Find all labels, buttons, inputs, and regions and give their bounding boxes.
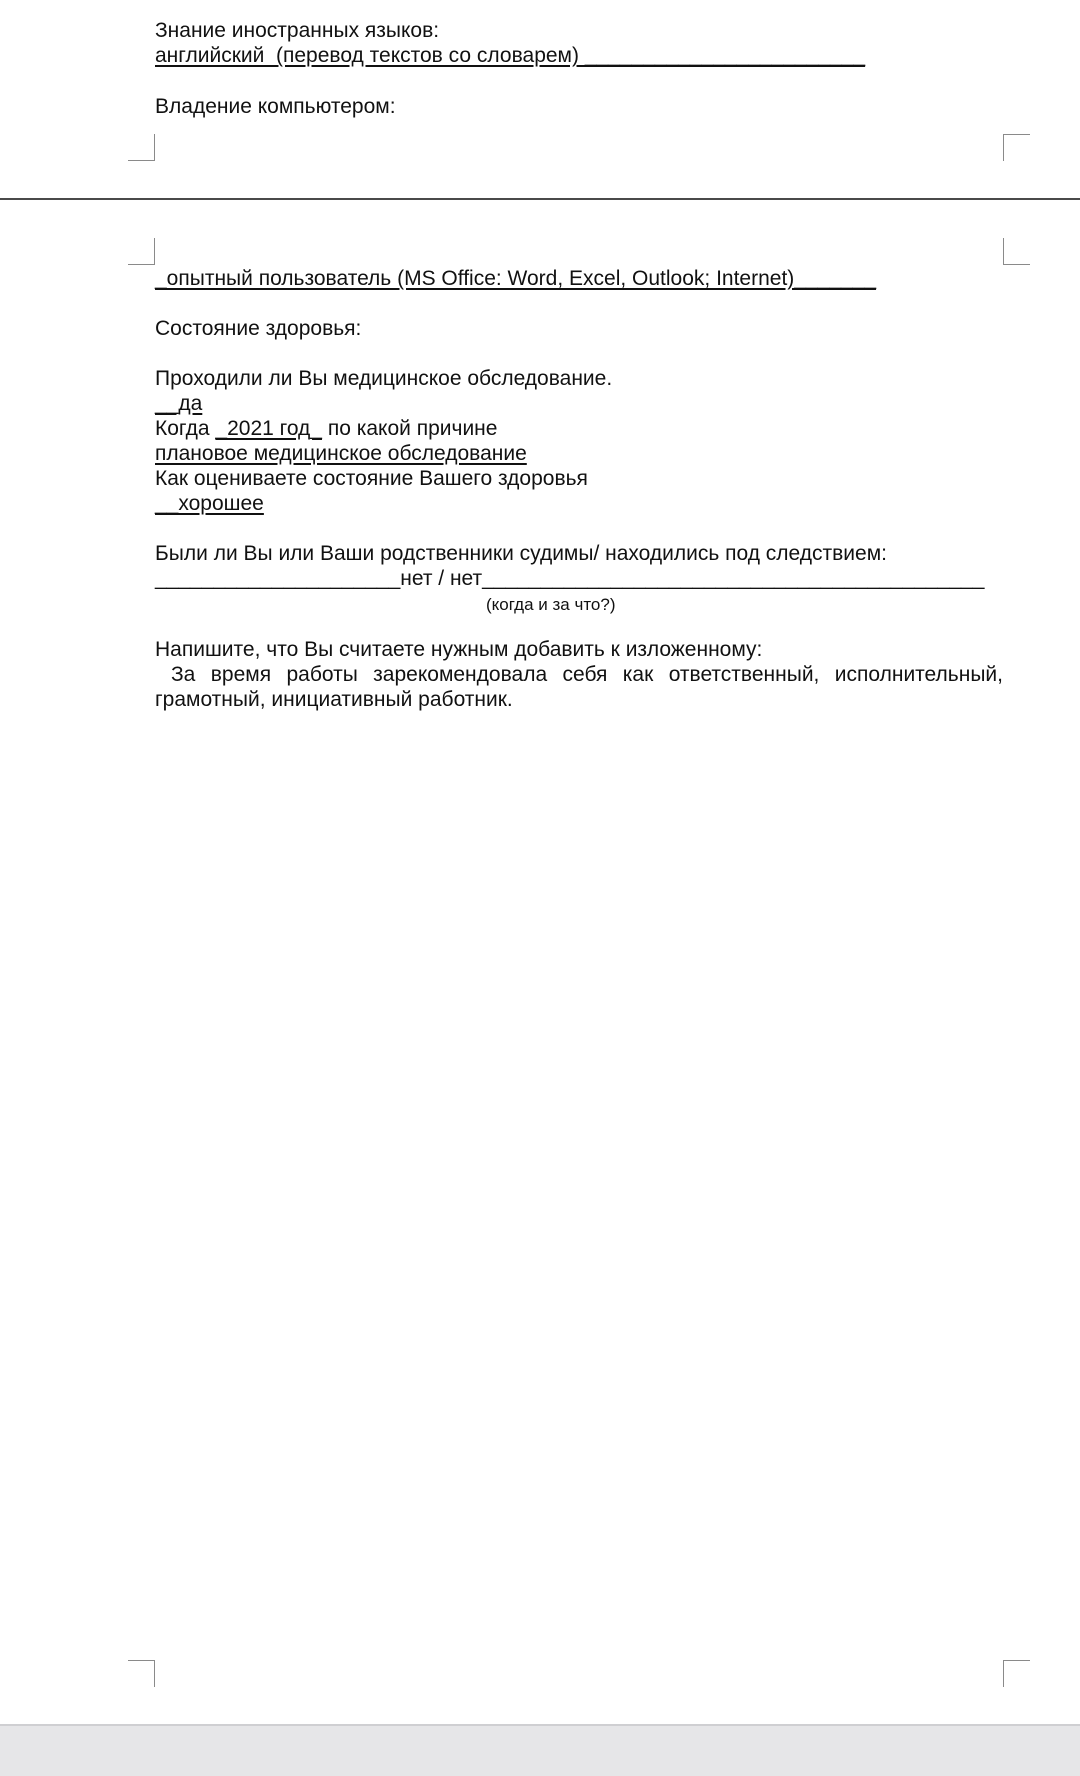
viewer-background <box>0 1724 1080 1776</box>
criminal-question: Были ли Вы или Ваши родственники судимы/ находились под следствием: <box>155 542 887 565</box>
crop-mark-bottom-left <box>128 134 155 161</box>
document-page-2 <box>0 200 1080 1724</box>
crop-mark-lower-right <box>1003 1660 1030 1687</box>
document-page-1 <box>0 0 1080 198</box>
criminal-answer: _____________________нет / нет___________________________________________ <box>155 567 985 590</box>
computer-label: Владение компьютером: <box>155 95 396 118</box>
health-rate-answer: __хорошее <box>155 492 264 515</box>
additional-text: За время работы зарекомендовала себя как ответственный, исполнительный, грамотный, инициативный работник. <box>155 663 1003 711</box>
crop-mark-lower-left <box>128 1660 155 1687</box>
crop-mark-bottom-right <box>1003 134 1030 161</box>
computer-skill-value: _опытный пользователь (MS Office: Word, Excel, Outlook; Internet)_______ <box>155 267 877 290</box>
when-suffix: по какой причине <box>322 417 498 440</box>
when-line <box>155 416 497 441</box>
additional-label: Напишите, что Вы считаете нужным добавить к изложенному: <box>155 638 763 661</box>
crop-mark-top-right <box>1003 238 1030 265</box>
reason-value: плановое медицинское обследование <box>155 442 527 465</box>
health-rate-question: Как оцениваете состояние Вашего здоровья <box>155 467 588 490</box>
languages-label: Знание иностранных языков: <box>155 19 440 42</box>
criminal-hint: (когда и за что?) <box>486 595 616 614</box>
when-prefix: Когда <box>155 417 216 440</box>
crop-mark-top-left <box>128 238 155 265</box>
health-label: Состояние здоровья: <box>155 317 362 340</box>
medical-answer: __да <box>155 392 203 415</box>
languages-value: английский (перевод текстов со словарем) ________________________ <box>155 44 866 67</box>
medical-question: Проходили ли Вы медицинское обследование. <box>155 367 613 390</box>
when-value: _2021 год_ <box>215 417 322 440</box>
